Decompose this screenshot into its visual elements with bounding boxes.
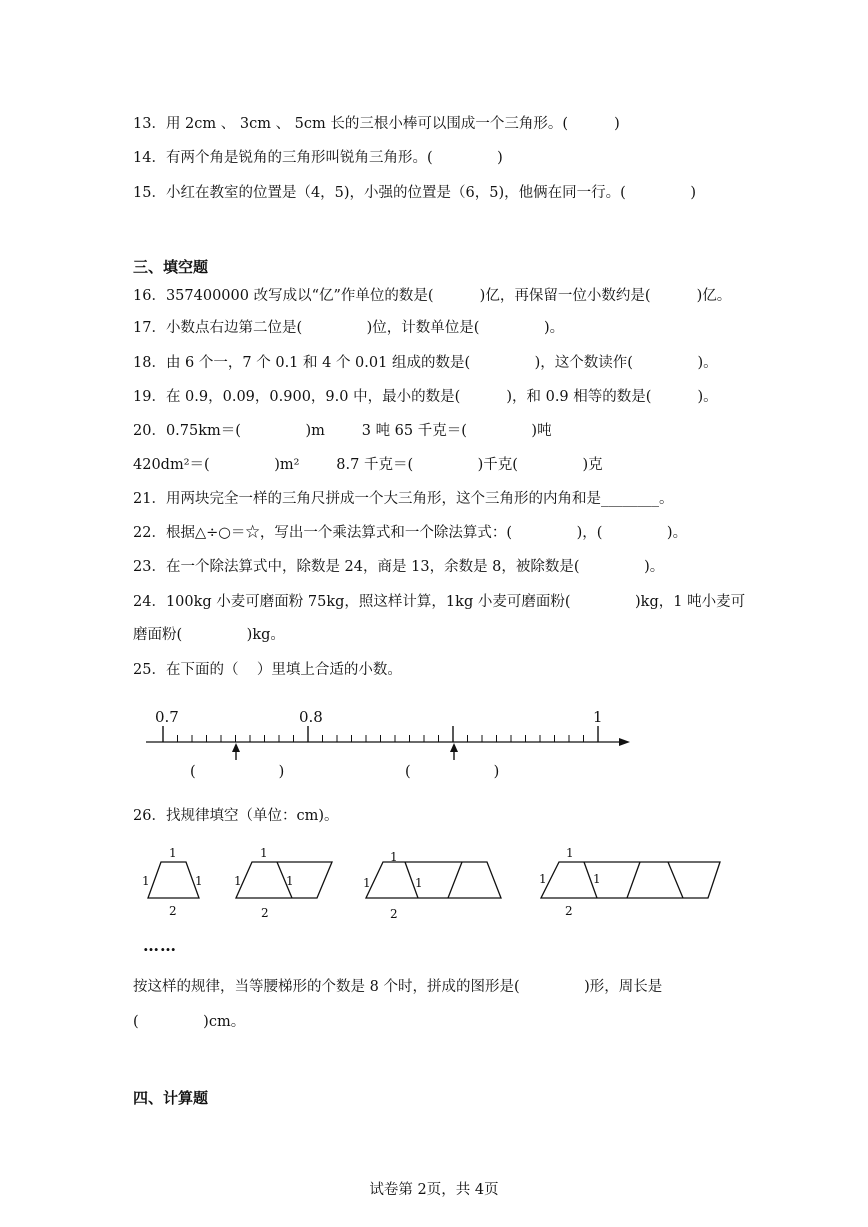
question-26-answer-line-2: ( )cm。 <box>133 1014 246 1030</box>
fig1-left-label: 1 <box>142 874 150 888</box>
question-14: 14．有两个角是锐角的三角形叫锐角三角形。( ) <box>133 150 503 166</box>
number-line-label-0-8: 0.8 <box>299 708 323 726</box>
fig4-mid-label: 1 <box>593 872 601 886</box>
fig1-right-label: 1 <box>195 874 203 888</box>
question-26: 26．找规律填空（单位：cm)。 <box>133 808 339 824</box>
number-line-label-0-7: 0.7 <box>155 708 179 726</box>
question-18: 18．由 6 个一，7 个 0.1 和 4 个 0.01 组成的数是( )，这个数读作( )。 <box>133 355 718 371</box>
number-line-blank-1: ( ) <box>190 764 285 780</box>
fig4-top-label: 1 <box>566 846 574 860</box>
number-line-label-1: 1 <box>593 708 603 726</box>
pattern-ellipsis: …… <box>143 936 177 955</box>
fig1-bottom-label: 2 <box>169 904 177 918</box>
fig2-top-label: 1 <box>260 846 268 860</box>
question-16: 16．357400000 改写成以“亿”作单位的数是( )亿，再保留一位小数约是( )亿。 <box>133 288 732 304</box>
question-23: 23．在一个除法算式中，除数是 24，商是 13，余数是 8，被除数是( )。 <box>133 559 665 575</box>
question-24-line-1: 24．100kg 小麦可磨面粉 75kg，照这样计算，1kg 小麦可磨面粉( )kg，1 吨小麦可 <box>133 594 746 610</box>
question-20-line-1: 20．0.75km＝( )m 3 吨 65 千克＝( )吨 <box>133 423 552 439</box>
fig2-left-label: 1 <box>234 874 242 888</box>
question-21: 21．用两块完全一样的三角尺拼成一个大三角形，这个三角形的内角和是________。 <box>133 491 674 507</box>
fig4-bottom-label: 2 <box>565 904 573 918</box>
fig1-top-label: 1 <box>169 846 177 860</box>
fig2-bottom-label: 2 <box>261 906 269 920</box>
fig3-left-label: 1 <box>363 876 371 890</box>
question-17: 17．小数点右边第二位是( )位，计数单位是( )。 <box>133 320 565 336</box>
question-24-line-2: 磨面粉( )kg。 <box>133 627 285 643</box>
question-25: 25．在下面的（ ）里填上合适的小数。 <box>133 662 402 678</box>
question-13: 13．用 2cm 、 3cm 、 5cm 长的三根小棒可以围成一个三角形。( ) <box>133 116 620 132</box>
fig3-top-label: 1 <box>390 850 398 864</box>
question-19: 19．在 0.9，0.09，0.900，9.0 中，最小的数是( )，和 0.9 相等的数是( )。 <box>133 389 718 405</box>
number-line-blank-2: ( ) <box>405 764 500 780</box>
fig2-mid-label: 1 <box>286 874 294 888</box>
section-heading-calculation: 四、计算题 <box>133 1089 209 1107</box>
question-20-line-2: 420dm²＝( )m² 8.7 千克＝( )千克( )克 <box>133 457 603 473</box>
page-footer: 试卷第 2页，共 4页 <box>369 1182 499 1198</box>
question-26-answer-line-1: 按这样的规律，当等腰梯形的个数是 8 个时，拼成的图形是( )形，周长是 <box>133 979 663 995</box>
question-15: 15．小红在教室的位置是（4，5)，小强的位置是（6，5)，他俩在同一行。( ) <box>133 185 697 201</box>
fig3-bottom-label: 2 <box>390 907 398 921</box>
section-heading-fill-blank: 三、填空题 <box>133 258 209 276</box>
fig3-mid-label: 1 <box>415 876 423 890</box>
fig4-left-label: 1 <box>539 872 547 886</box>
question-22: 22．根据△÷○＝☆，写出一个乘法算式和一个除法算式：( )，( )。 <box>133 525 688 541</box>
